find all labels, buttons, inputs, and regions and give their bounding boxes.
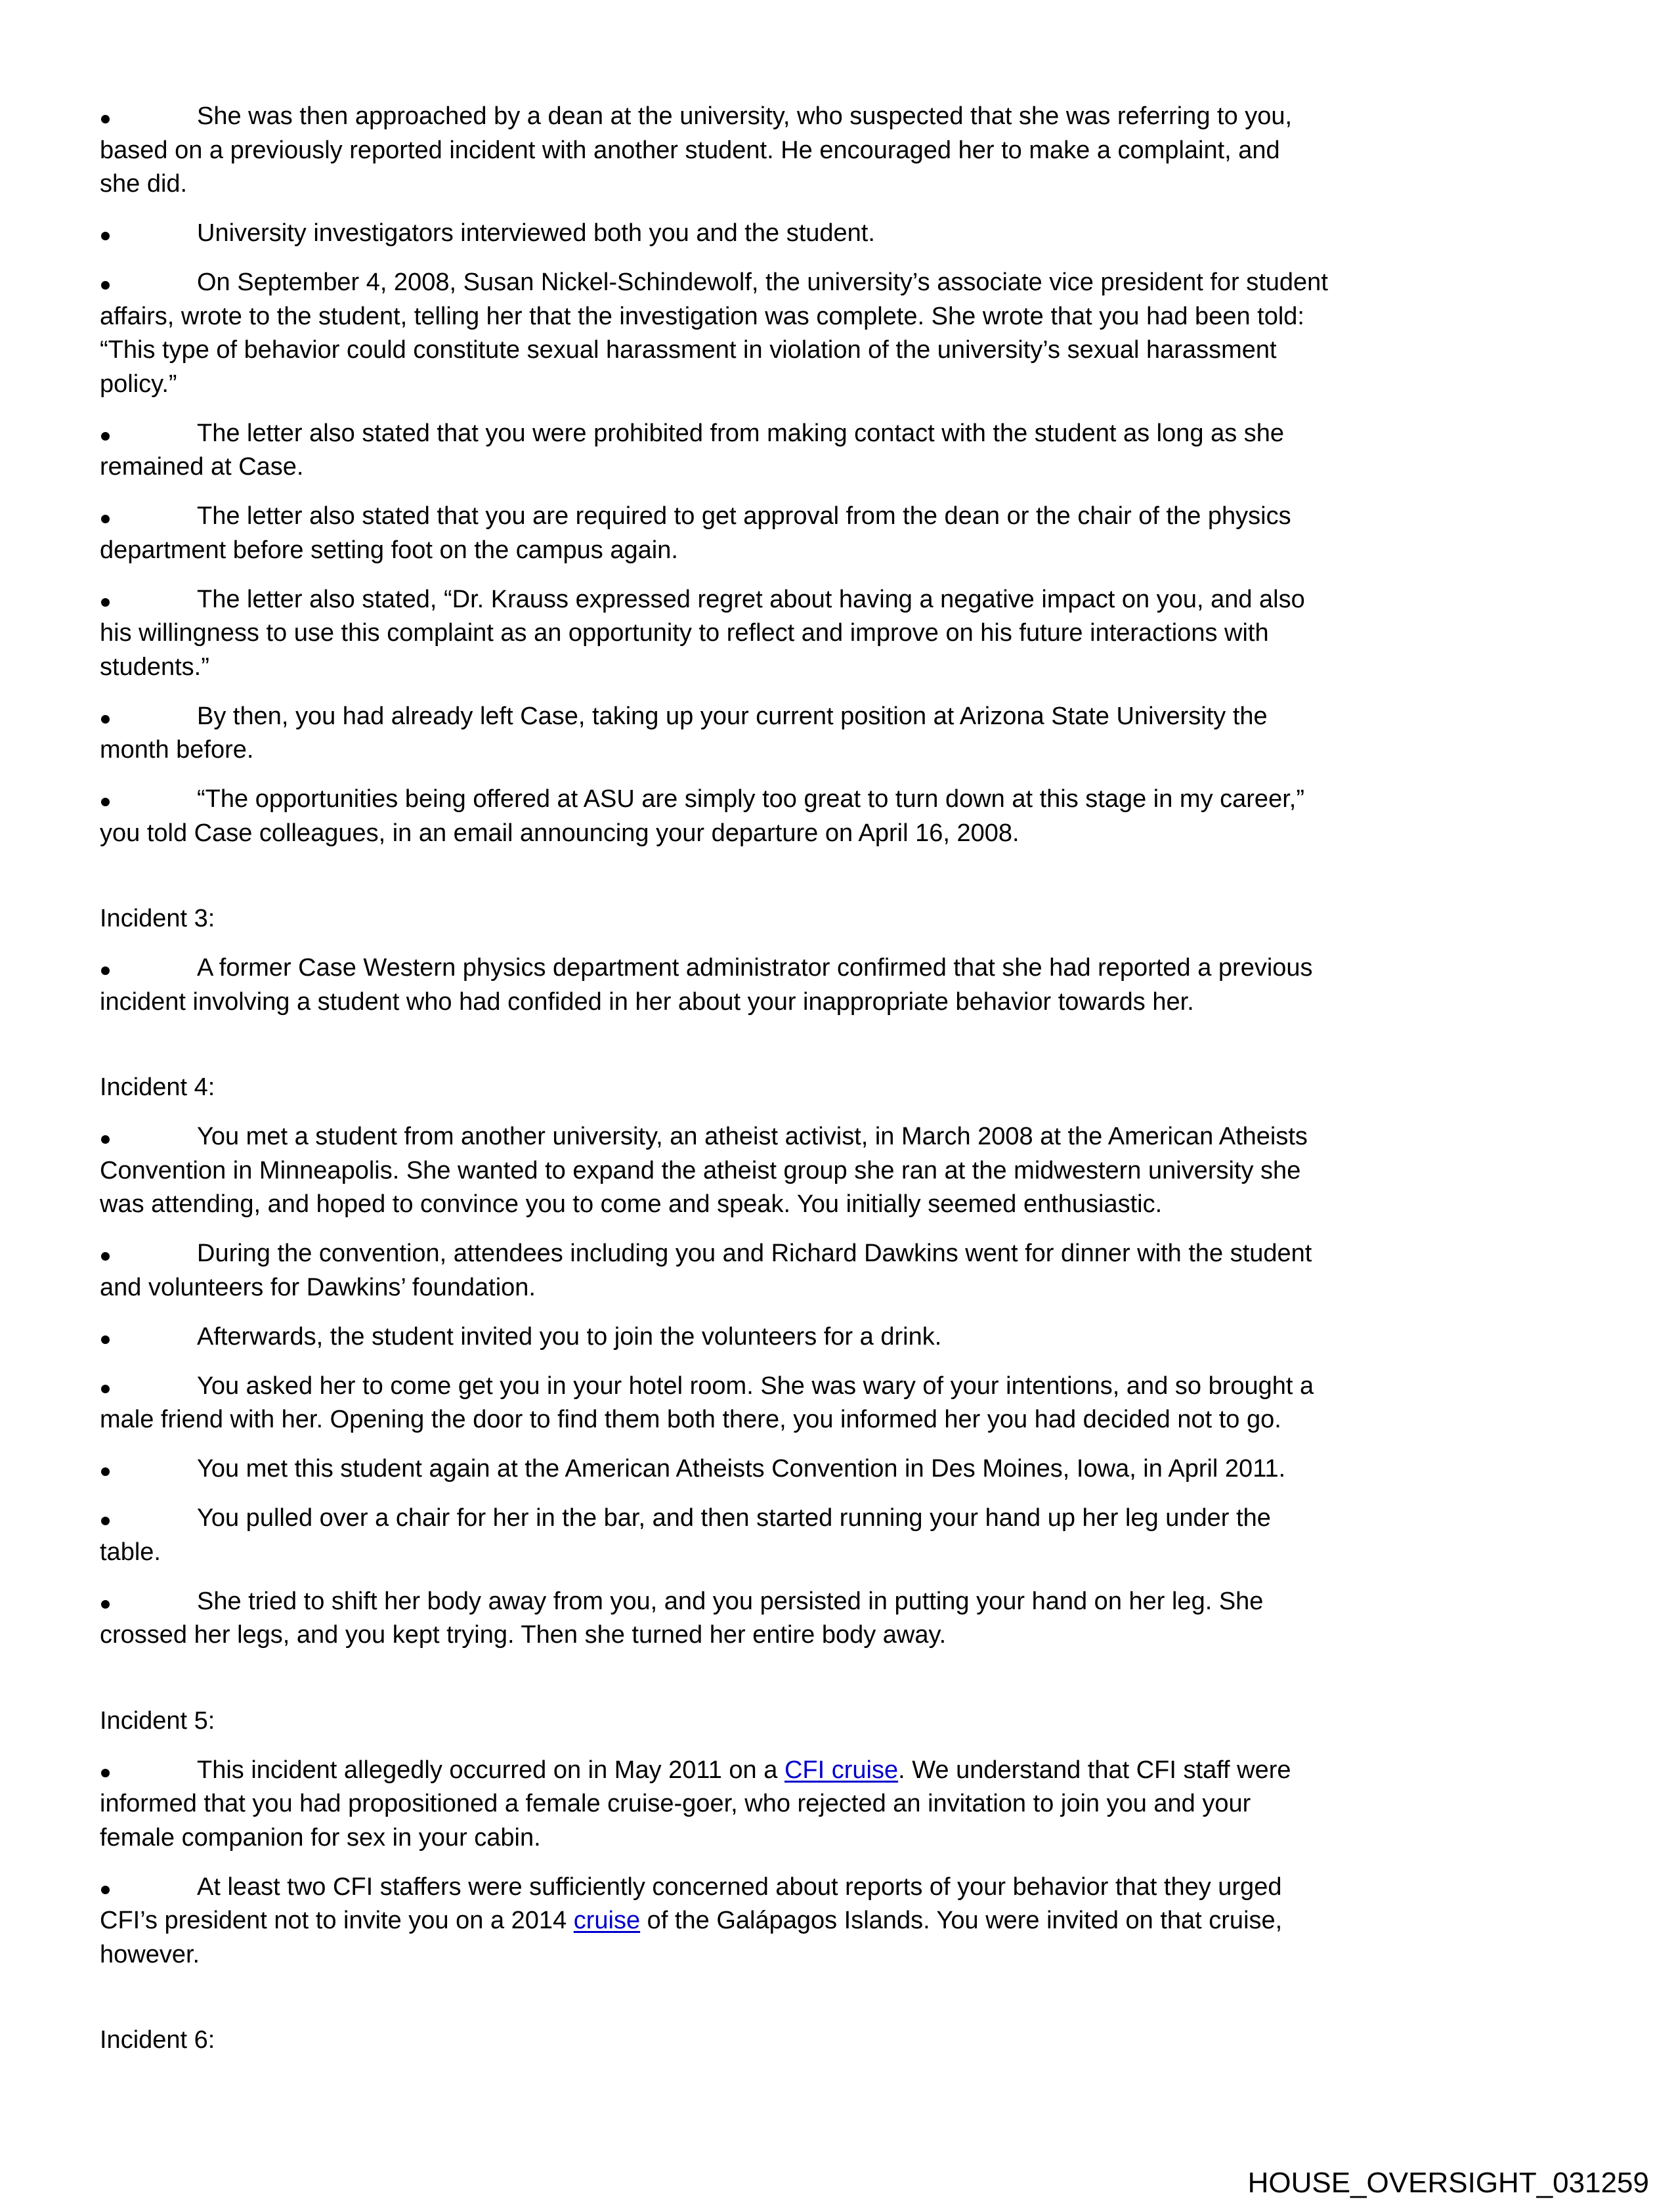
text-line <box>100 266 1570 300</box>
bullet-icon <box>100 1871 126 1905</box>
bullet-icon <box>100 500 126 534</box>
text-segment: policy.” <box>100 370 177 398</box>
bullet-icon <box>100 100 126 134</box>
text-segment: crossed her legs, and you kept trying. Then she turned her entire body away. <box>100 1621 947 1649</box>
text-segment: of the Galápagos Islands. You were invited on that cruise, <box>640 1907 1283 1934</box>
heading-text: Incident 3: <box>100 905 215 932</box>
bullet-icon <box>100 1237 126 1271</box>
text-line <box>100 1154 1570 1188</box>
text-line <box>100 1237 1570 1271</box>
text-line <box>100 1403 1570 1437</box>
text-segment: female companion for sex in your cabin. <box>100 1823 541 1852</box>
bullet-item <box>100 1320 1570 1355</box>
text-segment: she did. <box>100 170 188 198</box>
text-line <box>100 1370 1570 1404</box>
text-line <box>100 1787 1570 1821</box>
text-segment: This incident allegedly occurred on in May 2011 on a <box>197 1756 784 1784</box>
incident-heading <box>100 1071 1570 1105</box>
heading-text: Incident 4: <box>100 1073 215 1101</box>
text-segment: You met a student from another university, an atheist activist, in March 2008 at the American Atheists <box>197 1123 1308 1150</box>
text-line <box>100 368 1570 402</box>
heading-text: Incident 6: <box>100 2026 215 2054</box>
text-segment: table. <box>100 1538 161 1566</box>
bullet-item <box>100 1871 1570 1972</box>
bullet-icon <box>100 700 126 734</box>
bullet-icon <box>100 783 126 817</box>
bullet-icon <box>100 583 126 617</box>
text-line <box>100 450 1570 485</box>
bullet-icon <box>100 1370 126 1404</box>
text-segment: On September 4, 2008, Susan Nickel-Schindewolf, the university’s associate vice president for student <box>197 269 1328 296</box>
text-line <box>100 334 1570 368</box>
text-line <box>100 1536 1570 1570</box>
text-line <box>100 700 1570 734</box>
bullet-icon <box>100 1320 126 1355</box>
text-segment: based on a previously reported incident with another student. He encouraged her to make a complaint, and <box>100 136 1280 164</box>
text-segment: and volunteers for Dawkins’ foundation. <box>100 1273 536 1301</box>
bullet-icon <box>100 1452 126 1486</box>
text-line <box>100 1188 1570 1222</box>
bullet-item <box>100 100 1570 202</box>
text-segment: you told Case colleagues, in an email announcing your departure on April 16, 2008. <box>100 819 1019 847</box>
bullet-item <box>100 500 1570 567</box>
text-line <box>100 817 1570 851</box>
text-line <box>100 1871 1570 1905</box>
bullet-item <box>100 1237 1570 1305</box>
text-line <box>100 134 1570 168</box>
bullet-icon <box>100 1585 126 1619</box>
bullet-icon <box>100 417 126 451</box>
incident-heading <box>100 1704 1570 1739</box>
hyperlink[interactable]: cruise <box>573 1907 641 1934</box>
text-segment: Convention in Minneapolis. She wanted to expand the atheist group she ran at the midwestern university she <box>100 1156 1301 1184</box>
text-segment: CFI’s president not to invite you on a 2014 <box>100 1907 574 1934</box>
text-segment: The letter also stated that you are required to get approval from the dean or the chair of the physics <box>197 502 1291 530</box>
text-line <box>100 217 1570 251</box>
bullet-item <box>100 417 1570 485</box>
bullet-icon <box>100 217 126 251</box>
text-segment: Afterwards, the student invited you to join the volunteers for a drink. <box>197 1322 942 1351</box>
incident-heading <box>100 2024 1570 2058</box>
text-line <box>100 617 1570 651</box>
text-line <box>100 651 1570 685</box>
bullet-item <box>100 951 1570 1019</box>
bullet-item <box>100 1370 1570 1437</box>
bullet-item <box>100 1452 1570 1486</box>
text-line <box>100 783 1570 817</box>
text-line <box>100 1821 1570 1855</box>
text-line <box>100 100 1570 134</box>
text-segment: You met this student again at the American Atheists Convention in Des Moines, Iowa, in April 2011. <box>197 1455 1286 1483</box>
text-segment: University investigators interviewed both you and the student. <box>197 219 875 247</box>
text-segment: “The opportunities being offered at ASU are simply too great to turn down at this stage in my career,” <box>197 785 1304 813</box>
text-line <box>100 1938 1570 1972</box>
text-line <box>100 583 1570 617</box>
text-segment: remained at Case. <box>100 453 304 481</box>
text-segment: incident involving a student who had confided in her about your inappropriate behavior towards her. <box>100 987 1194 1016</box>
text-line <box>100 951 1570 986</box>
text-line <box>100 1904 1570 1938</box>
text-line <box>100 1320 1570 1355</box>
bullet-icon <box>100 1502 126 1536</box>
text-segment: By then, you had already left Case, taking up your current position at Arizona State University the <box>197 702 1268 730</box>
text-segment: The letter also stated that you were prohibited from making contact with the student as long as she <box>197 419 1285 447</box>
text-line <box>100 1502 1570 1536</box>
bullet-item <box>100 1502 1570 1569</box>
document-body <box>100 100 1570 2058</box>
bullet-icon <box>100 266 126 300</box>
bullet-icon <box>100 1754 126 1788</box>
bullet-item <box>100 583 1570 685</box>
text-line <box>100 986 1570 1020</box>
text-segment: . We understand that CFI staff were <box>898 1756 1291 1784</box>
text-line <box>100 534 1570 568</box>
text-segment: month before. <box>100 736 254 764</box>
bullet-item <box>100 1120 1570 1222</box>
bullet-item <box>100 1585 1570 1653</box>
text-segment: department before setting foot on the campus again. <box>100 536 678 564</box>
text-line <box>100 1271 1570 1305</box>
text-line <box>100 733 1570 768</box>
bullet-icon <box>100 951 126 986</box>
hyperlink[interactable]: CFI cruise <box>784 1756 899 1784</box>
text-line <box>100 1585 1570 1619</box>
bullet-icon <box>100 1120 126 1154</box>
incident-heading <box>100 902 1570 936</box>
text-segment: “This type of behavior could constitute sexual harassment in violation of the university’s sexual harassment <box>100 336 1277 364</box>
text-segment: You asked her to come get you in your hotel room. She was wary of your intentions, and so brought a <box>197 1372 1314 1400</box>
text-segment: affairs, wrote to the student, telling her that the investigation was complete. She wrote that you had been told: <box>100 302 1304 330</box>
text-segment: however. <box>100 1940 200 1968</box>
bullet-item <box>100 1754 1570 1855</box>
text-segment: The letter also stated, “Dr. Krauss expressed regret about having a negative impact on you, and also <box>197 585 1305 613</box>
text-line <box>100 1754 1570 1788</box>
text-segment: She was then approached by a dean at the university, who suspected that she was referring to you, <box>197 102 1293 130</box>
text-line <box>100 1452 1570 1486</box>
heading-text: Incident 5: <box>100 1706 215 1735</box>
text-segment: During the convention, attendees including you and Richard Dawkins went for dinner with the student <box>197 1240 1312 1267</box>
text-segment: his willingness to use this complaint as an opportunity to reflect and improve on his future interactions with <box>100 619 1269 647</box>
text-line <box>100 167 1570 202</box>
text-line <box>100 1618 1570 1653</box>
bates-number-footer: HOUSE_OVERSIGHT_031259 <box>1247 2167 1649 2199</box>
text-segment: You pulled over a chair for her in the bar, and then started running your hand up her leg under the <box>197 1504 1271 1532</box>
text-segment: male friend with her. Opening the door to find them both there, you informed her you had decided not to go. <box>100 1406 1281 1433</box>
text-segment: students.” <box>100 653 209 681</box>
bullet-item <box>100 217 1570 251</box>
text-line <box>100 417 1570 451</box>
bullet-item <box>100 700 1570 768</box>
text-line <box>100 1120 1570 1154</box>
text-line <box>100 300 1570 334</box>
text-line <box>100 500 1570 534</box>
text-segment: A former Case Western physics department administrator confirmed that she had reported a previous <box>197 954 1313 982</box>
text-segment: informed that you had propositioned a female cruise-goer, who rejected an invitation to join you and your <box>100 1790 1251 1817</box>
text-segment: At least two CFI staffers were sufficiently concerned about reports of your behavior that they urged <box>197 1873 1282 1901</box>
bullet-item <box>100 783 1570 850</box>
text-segment: was attending, and hoped to convince you to come and speak. You initially seemed enthusiastic. <box>100 1190 1163 1218</box>
text-segment: She tried to shift her body away from you, and you persisted in putting your hand on her leg. She <box>197 1587 1264 1615</box>
bullet-item <box>100 266 1570 401</box>
